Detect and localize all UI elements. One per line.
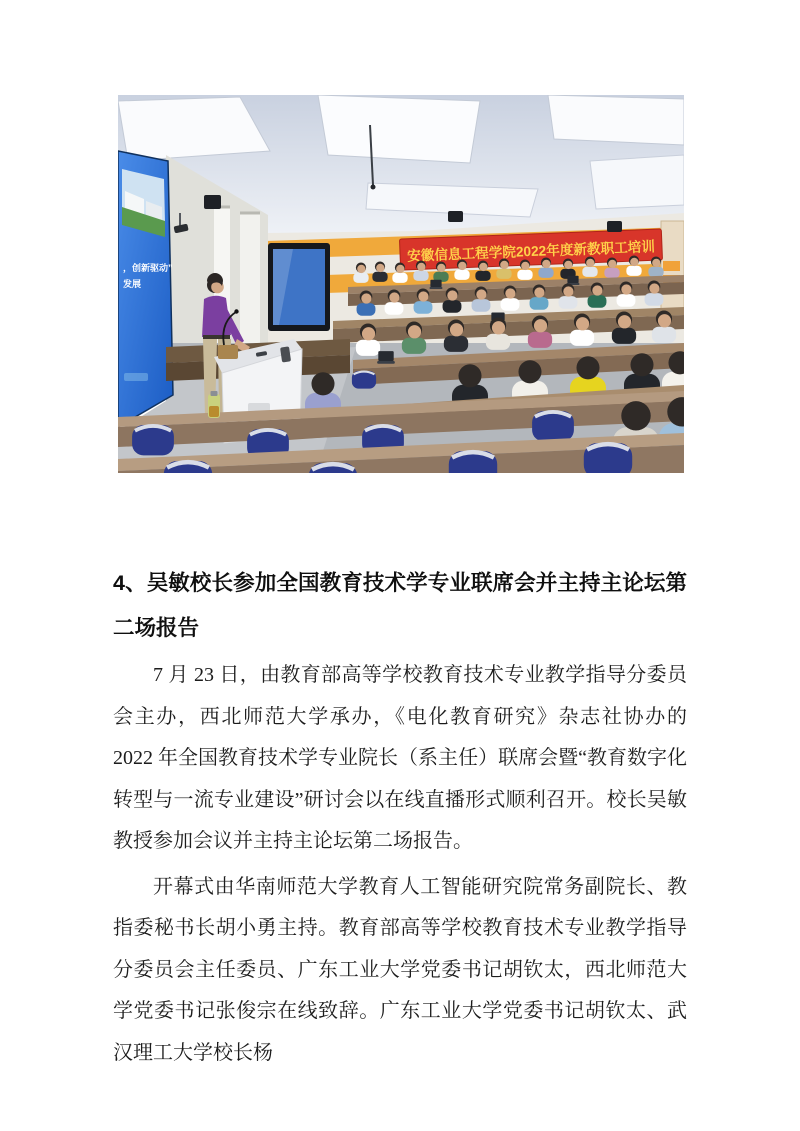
wall-speaker — [607, 221, 622, 232]
chair — [532, 411, 574, 441]
event-photo — [118, 0, 684, 473]
chair — [449, 451, 497, 473]
paragraph-2: 开幕式由华南师范大学教育人工智能研究院常务副院长、教指委秘书长胡小勇主持。教育部高等学校教育技术专业教学指导分委员会主任委员、广东工业大学党委书记胡钦太，西北师范大学党委书记张俊宗在线致辞。广东工业大学党委书记胡钦太、武汉理工大学校长杨 — [113, 875, 687, 1064]
wall-speaker — [448, 211, 463, 222]
chair — [164, 461, 212, 473]
tv-monitor — [268, 243, 330, 331]
screen-text-line2: 发展 — [123, 279, 142, 289]
wall-speaker — [204, 195, 221, 209]
banner-text: 安徽信息工程学院2022年度新教职工培训 — [406, 237, 663, 264]
chair — [584, 443, 632, 473]
wall-sign — [663, 261, 680, 271]
screen-logo — [124, 373, 148, 381]
door — [661, 221, 684, 309]
paragraph-1: 7 月 23 日，由教育部高等学校教育技术专业教学指导分委员会主办，西北师范大学承办，《电化教育研究》杂志社协办的 2022 年全国教育技术学专业院长（系主任）联席会暨“教育数字化转型与一流专业建设”研讨会以在线直播形式顺利召开。校长吴敏教授参加会议并主持主论坛第二场报告。 — [113, 664, 687, 852]
led-screen — [118, 151, 173, 427]
screen-text-line1: ，创新驱动” — [123, 263, 173, 273]
chair — [352, 371, 376, 389]
microphone-base — [218, 345, 238, 359]
chair — [132, 425, 174, 455]
chair — [309, 463, 357, 473]
tea-bottle — [208, 391, 220, 418]
section-heading: 4、吴敏校长参加全国教育技术学专业联席会并主持主论坛第二场报告 — [113, 571, 687, 640]
